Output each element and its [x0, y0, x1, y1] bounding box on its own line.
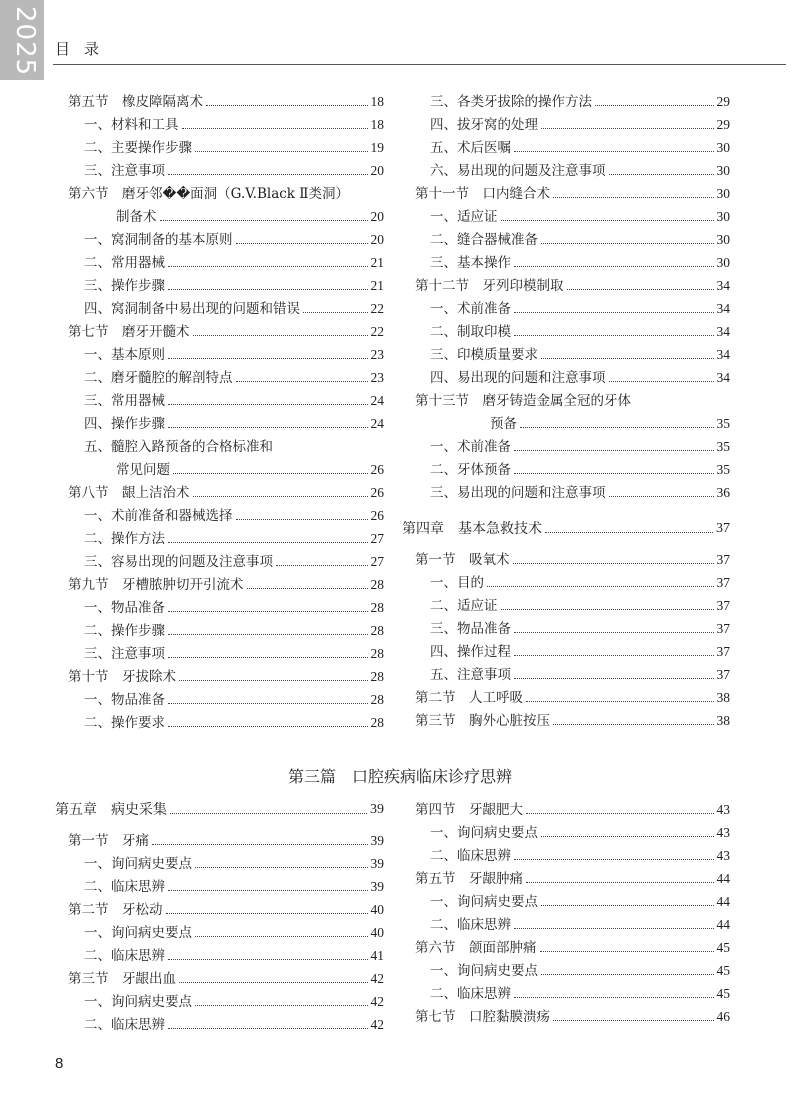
toc-entry[interactable]: 二、磨牙髓腔的解剖特点 23: [84, 370, 384, 386]
toc-entry[interactable]: 四、拔牙窝的处理 29: [430, 117, 730, 133]
toc-entry[interactable]: 二、操作方法 27: [84, 531, 384, 547]
toc-entry[interactable]: 二、缝合器械准备 30: [430, 232, 730, 248]
year-tab: [0, 0, 44, 80]
part-three-title: 第三篇 口腔疾病临床诊疗思辨: [287, 767, 512, 786]
toc-entry[interactable]: 三、易出现的问题和注意事项 36: [430, 485, 730, 501]
toc-entry[interactable]: 三、物品准备 37: [430, 621, 730, 637]
toc-entry[interactable]: 第三节 牙龈出血 42: [68, 971, 384, 987]
toc-entry[interactable]: 第十一节 口内缝合术 30: [415, 186, 730, 202]
toc-entry[interactable]: 三、注意事项 28: [84, 646, 384, 662]
toc-entry[interactable]: 一、询问病史要点 42: [84, 994, 384, 1010]
toc-entry[interactable]: 一、物品准备 28: [84, 600, 384, 616]
page-number: 8: [55, 1055, 64, 1072]
toc-entry[interactable]: 二、牙体预备 35: [430, 462, 730, 478]
toc-entry[interactable]: 二、临床思辨 42: [84, 1017, 384, 1033]
toc-entry[interactable]: 三、容易出现的问题及注意事项 27: [84, 554, 384, 570]
toc-entry[interactable]: 第七节 口腔黏膜溃疡 46: [415, 1009, 730, 1025]
toc-entry[interactable]: 四、易出现的问题和注意事项 34: [430, 370, 730, 386]
toc-entry[interactable]: 五、注意事项 37: [430, 667, 730, 683]
toc-entry[interactable]: 一、询问病史要点 43: [430, 825, 730, 841]
toc-entry[interactable]: 一、术前准备和器械选择 26: [84, 508, 384, 524]
toc-entry[interactable]: 四、操作步骤 24: [84, 416, 384, 432]
toc-entry[interactable]: 二、主要操作步骤 19: [84, 140, 384, 156]
toc-entry[interactable]: 一、适应证 30: [430, 209, 730, 225]
toc-entry[interactable]: 第一节 牙痛 39: [68, 833, 384, 849]
toc-entry[interactable]: 三、注意事项 20: [84, 163, 384, 179]
toc-entry[interactable]: 第一节 吸氧术 37: [415, 552, 730, 568]
toc-entry[interactable]: 第三节 胸外心脏按压 38: [415, 713, 730, 729]
toc-entry[interactable]: 三、操作步骤 21: [84, 278, 384, 294]
toc-entry[interactable]: 一、窝洞制备的基本原则 20: [84, 232, 384, 248]
toc-entry[interactable]: 制备术 20: [116, 209, 384, 225]
toc-entry[interactable]: 一、询问病史要点 45: [430, 963, 730, 979]
toc-entry[interactable]: 五、髓腔入路预备的合格标准和: [84, 439, 273, 455]
toc-entry[interactable]: 四、操作过程 37: [430, 644, 730, 660]
toc-entry[interactable]: 第二节 人工呼吸 38: [415, 690, 730, 706]
toc-entry[interactable]: 五、术后医嘱 30: [430, 140, 730, 156]
toc-entry[interactable]: 二、临床思辨 45: [430, 986, 730, 1002]
toc-entry[interactable]: 第七节 磨牙开髓术 22: [68, 324, 384, 340]
toc-entry[interactable]: 一、术前准备 35: [430, 439, 730, 455]
toc-entry[interactable]: 二、临床思辨 43: [430, 848, 730, 864]
toc-entry[interactable]: 三、各类牙拔除的操作方法 29: [430, 94, 730, 110]
toc-entry[interactable]: 二、适应证 37: [430, 598, 730, 614]
toc-entry[interactable]: 第二节 牙松动 40: [68, 902, 384, 918]
toc-entry[interactable]: 三、常用器械 24: [84, 393, 384, 409]
toc-entry[interactable]: 二、常用器械 21: [84, 255, 384, 271]
toc-entry[interactable]: 预备 35: [490, 416, 730, 432]
toc-entry[interactable]: 二、临床思辨 44: [430, 917, 730, 933]
toc-entry[interactable]: 一、物品准备 28: [84, 692, 384, 708]
toc-entry[interactable]: 二、制取印模 34: [430, 324, 730, 340]
toc-entry[interactable]: 第六节 颌面部肿痛 45: [415, 940, 730, 956]
toc-chapter-entry[interactable]: 第五章 病史采集 39: [55, 802, 384, 818]
toc-entry[interactable]: 二、操作要求 28: [84, 715, 384, 731]
toc-entry[interactable]: 一、术前准备 34: [430, 301, 730, 317]
toc-entry[interactable]: 一、基本原则 23: [84, 347, 384, 363]
toc-entry[interactable]: 第九节 牙槽脓肿切开引流术 28: [68, 577, 384, 593]
toc-entry[interactable]: 一、目的 37: [430, 575, 730, 591]
toc-entry[interactable]: 一、询问病史要点 44: [430, 894, 730, 910]
toc-entry[interactable]: 二、临床思辨 41: [84, 948, 384, 964]
toc-chapter-entry[interactable]: 第四章 基本急救技术 37: [402, 521, 730, 537]
toc-entry[interactable]: 第十三节 磨牙铸造金属全冠的牙体: [415, 393, 631, 409]
toc-entry[interactable]: 二、操作步骤 28: [84, 623, 384, 639]
toc-entry[interactable]: 一、材料和工具 18: [84, 117, 384, 133]
toc-entry[interactable]: 一、询问病史要点 40: [84, 925, 384, 941]
year-label: 2025: [10, 6, 40, 77]
header-divider: [53, 64, 786, 65]
toc-entry[interactable]: 常见问题 26: [116, 462, 384, 478]
toc-entry[interactable]: 三、印模质量要求 34: [430, 347, 730, 363]
toc-entry[interactable]: 三、基本操作 30: [430, 255, 730, 271]
toc-entry[interactable]: 第五节 牙龈肿痛 44: [415, 871, 730, 887]
toc-entry[interactable]: 第八节 龈上洁治术 26: [68, 485, 384, 501]
toc-entry[interactable]: 第四节 牙龈肥大 43: [415, 802, 730, 818]
toc-entry[interactable]: 第十二节 牙列印模制取 34: [415, 278, 730, 294]
toc-entry[interactable]: 第五节 橡皮障隔离术 18: [68, 94, 384, 110]
toc-entry[interactable]: 六、易出现的问题及注意事项 30: [430, 163, 730, 179]
toc-entry[interactable]: 一、询问病史要点 39: [84, 856, 384, 872]
toc-entry[interactable]: 二、临床思辨 39: [84, 879, 384, 895]
toc-entry[interactable]: 四、窝洞制备中易出现的问题和错误 22: [84, 301, 384, 317]
page-header-title: 目录: [55, 40, 114, 58]
toc-entry[interactable]: 第六节 磨牙邻��面洞（G.V.Black Ⅱ类洞）: [68, 186, 349, 202]
toc-entry[interactable]: 第十节 牙拔除术 28: [68, 669, 384, 685]
